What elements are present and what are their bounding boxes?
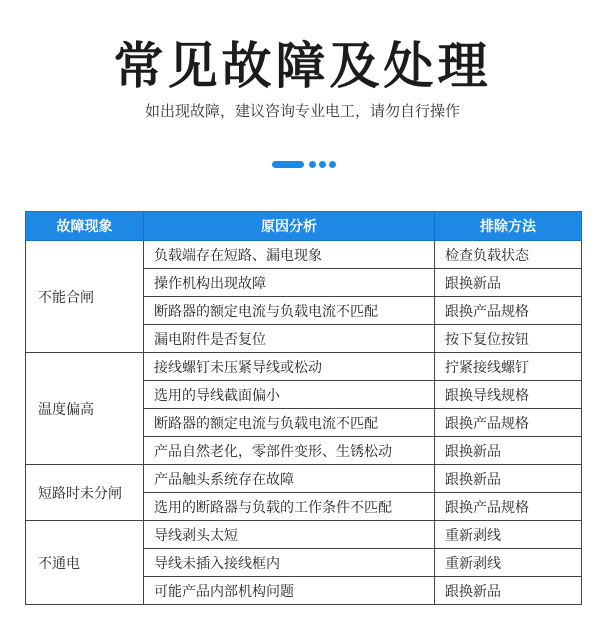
cause-cell: 可能产品内部机构问题 bbox=[144, 577, 435, 605]
table-row bbox=[26, 353, 582, 381]
solution-cell: 跟换新品 bbox=[435, 465, 582, 493]
dot-bar-decoration bbox=[272, 161, 304, 168]
table-row bbox=[26, 465, 582, 493]
column-header-solution: 排除方法 bbox=[435, 212, 582, 241]
dot-decoration bbox=[319, 161, 326, 168]
cause-cell: 负载端存在短路、漏电现象 bbox=[144, 241, 435, 269]
solution-cell: 重新剥线 bbox=[435, 521, 582, 549]
cause-cell: 操作机构出现故障 bbox=[144, 269, 435, 297]
solution-cell: 跟换产品规格 bbox=[435, 297, 582, 325]
table-row bbox=[26, 241, 582, 269]
solution-cell: 重新剥线 bbox=[435, 549, 582, 577]
solution-cell: 跟换新品 bbox=[435, 437, 582, 465]
table-header-row bbox=[26, 212, 582, 241]
cause-cell: 产品自然老化，零部件变形、生锈松动 bbox=[144, 437, 435, 465]
solution-cell: 检查负载状态 bbox=[435, 241, 582, 269]
column-header-cause: 原因分析 bbox=[144, 212, 435, 241]
cause-cell: 接线螺钉未压紧导线或松动 bbox=[144, 353, 435, 381]
cause-cell: 选用的导线截面偏小 bbox=[144, 381, 435, 409]
solution-cell: 按下复位按钮 bbox=[435, 325, 582, 353]
decorative-dots bbox=[0, 161, 605, 169]
column-header-fault: 故障现象 bbox=[26, 212, 144, 241]
page-title: 常见故障及处理 bbox=[113, 37, 492, 95]
table-body bbox=[26, 241, 582, 605]
page-subtitle: 如出现故障，建议咨询专业电工，请勿自行操作 bbox=[144, 102, 460, 120]
dot-decoration bbox=[309, 161, 316, 168]
solution-cell: 拧紧接线螺钉 bbox=[435, 353, 582, 381]
solution-cell: 跟换导线规格 bbox=[435, 381, 582, 409]
cause-cell: 导线未插入接线框内 bbox=[144, 549, 435, 577]
cause-cell: 断路器的额定电流与负载电流不匹配 bbox=[144, 297, 435, 325]
cause-cell: 漏电附件是否复位 bbox=[144, 325, 435, 353]
fault-cell: 温度偏高 bbox=[26, 353, 144, 465]
solution-cell: 跟换新品 bbox=[435, 577, 582, 605]
fault-cell: 不能合闸 bbox=[26, 241, 144, 353]
table-row bbox=[26, 521, 582, 549]
fault-cell: 不通电 bbox=[26, 521, 144, 605]
solution-cell: 跟换产品规格 bbox=[435, 409, 582, 437]
cause-cell: 产品触头系统存在故障 bbox=[144, 465, 435, 493]
fault-table bbox=[25, 211, 582, 605]
solution-cell: 跟换产品规格 bbox=[435, 493, 582, 521]
fault-cell: 短路时未分闸 bbox=[26, 465, 144, 521]
solution-cell: 跟换新品 bbox=[435, 269, 582, 297]
dot-decoration bbox=[329, 161, 336, 168]
cause-cell: 选用的断路器与负载的工作条件不匹配 bbox=[144, 493, 435, 521]
cause-cell: 断路器的额定电流与负载电流不匹配 bbox=[144, 409, 435, 437]
cause-cell: 导线剥头太短 bbox=[144, 521, 435, 549]
